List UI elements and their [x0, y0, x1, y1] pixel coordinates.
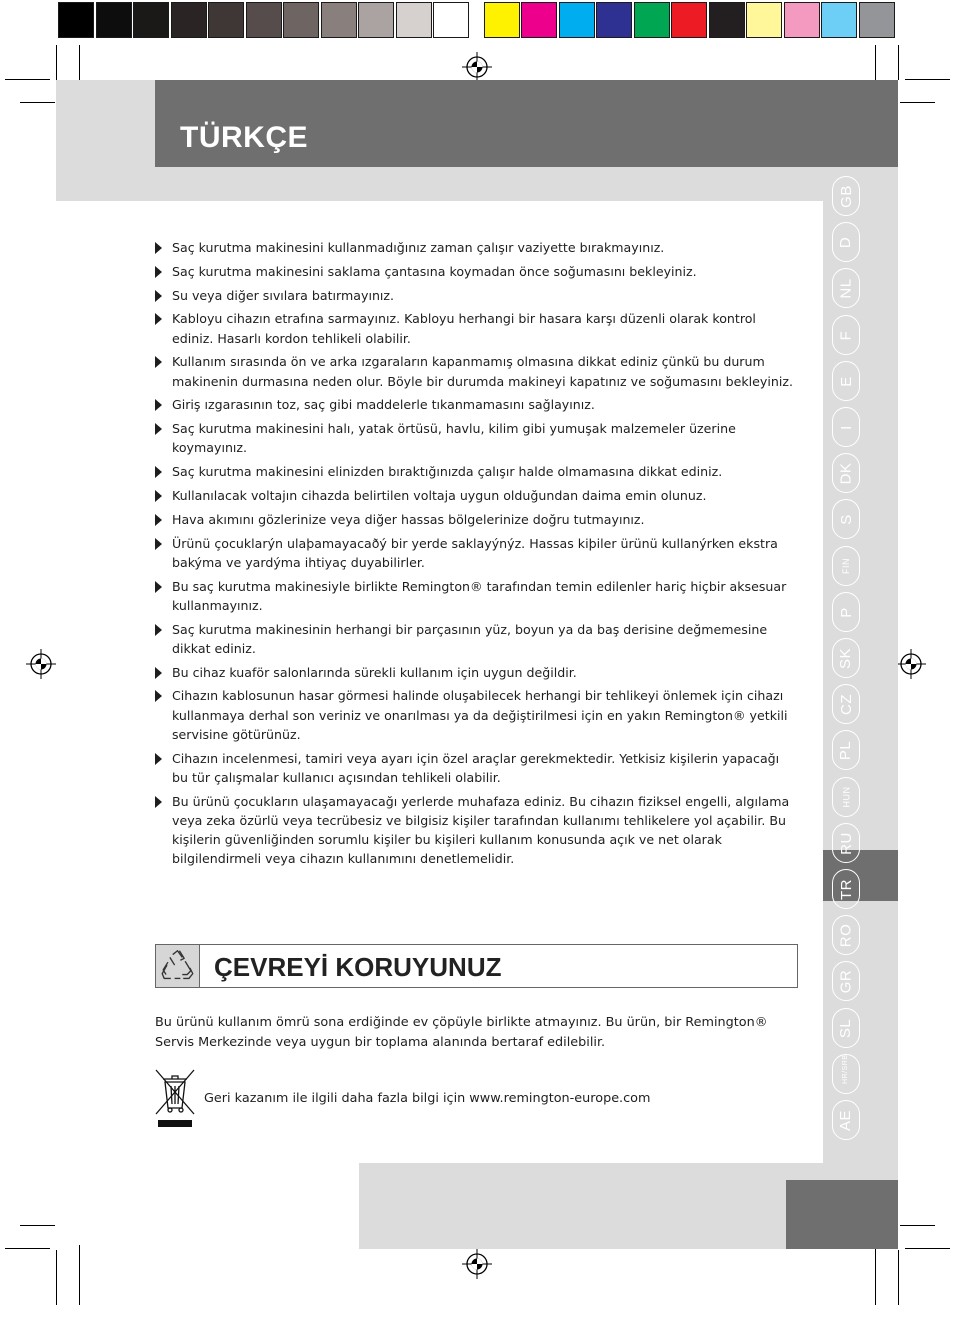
color-swatch [784, 2, 820, 38]
list-item-text: Kabloyu cihazın etrafına sarmayınız. Kabloyu herhangi bir hasara karşı düzenli olarak kontrol ediniz. Hasarlı kordon tehlikeli olabilir. [172, 311, 756, 346]
color-swatch [821, 2, 857, 38]
language-tab-ro[interactable] [832, 915, 860, 955]
list-item [155, 663, 795, 682]
registration-mark-icon [896, 649, 926, 679]
list-item-text: Saç kurutma makinesinin herhangi bir parçasının yüz, boyun ya da baş derisine değmemesine dikkat ediniz. [172, 621, 768, 656]
environment-title: ÇEVREYİ KORUYUNUZ [214, 952, 502, 982]
language-tab-gb[interactable] [832, 176, 860, 216]
gray-swatch [58, 2, 94, 38]
language-tab-label: CZ [837, 693, 855, 715]
gray-swatch [133, 2, 169, 38]
language-tab-sl[interactable] [832, 1008, 860, 1048]
list-item-text: Giriş ızgarasının toz, saç gibi maddelerle tıkanmamasını sağlayınız. [172, 397, 595, 413]
list-item [155, 792, 795, 869]
language-tab-label: D [837, 236, 855, 248]
language-tab-label: GR [837, 969, 855, 993]
list-item-text: Saç kurutma makinesini kullanmadığınız zaman çalışır vaziyette bırakmayınız. [172, 240, 665, 255]
list-item [155, 286, 795, 305]
list-item [155, 352, 795, 390]
recycling-info-text: Geri kazanım ile ilgili daha fazla bilgi için www.remington-europe.com [204, 1091, 651, 1106]
list-item [155, 238, 795, 257]
bullet-arrow-icon [155, 423, 162, 435]
list-item-text: Cihazın incelenmesi, tamiri veya ayarı için özel araçlar gerekmektedir. Yetkisiz kişilerin yapacağı bu tür çalışmalar kullanıcı açısından tehlikeli olabilir. [172, 750, 780, 785]
language-tab-i[interactable] [832, 407, 860, 447]
list-item-text: Saç kurutma makinesini halı, yatak örtüsü, havlu, kilim gibi yumuşak malzemeler üzerine koymayınız. [172, 421, 736, 456]
bullet-arrow-icon [155, 490, 162, 502]
gray-swatch [96, 2, 132, 38]
language-tab-label: P [837, 606, 855, 618]
language-tab-label: NL [837, 277, 855, 299]
list-item [155, 577, 795, 615]
page-number-tab [786, 1180, 898, 1249]
language-tab-pl[interactable] [832, 730, 860, 770]
list-item-text: Saç kurutma makinesini saklama çantasına koymadan önce soğumasını bekleyiniz. [172, 263, 697, 279]
bullet-arrow-icon [155, 356, 162, 368]
gray-swatch [358, 2, 394, 38]
list-item-text: Kullanım sırasında ön ve arka ızgaraların kapanmamış olmasına dikkat ediniz çünkü bu durum makinenin durmasına neden olur. Böyle bir durumda makineyi kapatınız ve soğumasını bekleyiniz. [172, 354, 793, 389]
color-swatch [671, 2, 707, 38]
language-tab-label: HUN [841, 786, 851, 808]
gray-swatch [171, 2, 207, 38]
color-swatch [521, 2, 557, 38]
language-tab-label: RU [837, 831, 855, 855]
language-tab-cz[interactable] [832, 684, 860, 724]
language-tab-dk[interactable] [832, 453, 860, 493]
gray-swatch [321, 2, 357, 38]
bullet-arrow-icon [155, 514, 162, 526]
list-item [155, 395, 795, 414]
language-tab-nl[interactable] [832, 268, 860, 308]
gray-swatch [283, 2, 319, 38]
color-swatch [596, 2, 632, 38]
language-tab-hr-srb[interactable] [832, 1054, 860, 1094]
list-item-text: Saç kurutma makinesini elinizden bıraktığınızda çalışır halde olmamasına dikkat ediniz. [172, 464, 723, 480]
environment-paragraph: Bu ürünü kullanım ömrü sona erdiğinde ev çöpüyle birlikte atmayınız. Bu ürün, bir Remington® Servis Merkezinde veya uygun bir toplama alanında bertaraf edilebilir. [155, 1015, 768, 1050]
gray-swatch-group [58, 2, 471, 38]
language-tab-gr[interactable] [832, 961, 860, 1001]
list-item-text: Ürünü çocuklarýn ulaþamayacaðý bir yerde saklayýnýz. Hassas kiþiler ürünü kullanýrken ekstra bakýma ve yardýma ihtiyaç duyabilirler. [172, 535, 778, 570]
gray-swatch [433, 2, 469, 38]
color-swatch [634, 2, 670, 38]
color-swatch [559, 2, 595, 38]
list-item-text: Hava akımını gözlerinize veya diğer hassas bölgelerinize doğru tutmayınız. [172, 511, 645, 527]
list-item [155, 686, 795, 744]
language-tab-ae[interactable] [832, 1100, 860, 1140]
bullet-arrow-icon [155, 538, 162, 550]
gray-swatch [396, 2, 432, 38]
bullet-arrow-icon [155, 466, 162, 478]
language-tab-p[interactable] [832, 592, 860, 632]
list-item-text: Cihazın kablosunun hasar görmesi halinde oluşabilecek herhangi bir tehlikeyi önlemek için cihazı kullanmaya derhal son veriniz ve onarılması ya da değiştirilmesi için en yakın Remington® yetkili servisine götürünüz. [172, 688, 788, 742]
list-item [155, 486, 795, 505]
bullet-arrow-icon [155, 667, 162, 679]
environment-icon-cell [155, 944, 200, 988]
list-item [155, 262, 795, 281]
bullet-arrow-icon [155, 690, 162, 702]
language-tab-label: HR/SRB [842, 1054, 849, 1084]
language-tab-label: GB [837, 184, 855, 208]
language-tab-fin[interactable] [832, 546, 860, 586]
language-tab-d[interactable] [832, 222, 860, 262]
registration-mark-icon [26, 649, 56, 679]
language-tab-label: TR [837, 878, 855, 900]
color-calibration-bar [58, 2, 896, 38]
registration-mark-icon [462, 1249, 492, 1279]
list-item [155, 309, 795, 347]
language-tab-label: E [837, 375, 855, 387]
list-item-text: Bu cihaz kuaför salonlarında sürekli kullanım için uygun değildir. [172, 664, 577, 680]
bullet-arrow-icon [155, 399, 162, 411]
safety-warning-list [155, 238, 795, 873]
page-title: TÜRKÇE [180, 121, 308, 154]
language-tab-ru[interactable] [832, 823, 860, 863]
recycle-icon [156, 945, 199, 987]
language-tab-label: RO [837, 923, 855, 947]
bullet-arrow-icon [155, 796, 162, 808]
bullet-arrow-icon [155, 753, 162, 765]
language-tab-label: SK [837, 647, 855, 669]
bullet-arrow-icon [155, 242, 162, 254]
color-swatch [746, 2, 782, 38]
language-tab-sk[interactable] [832, 638, 860, 678]
bullet-arrow-icon [155, 290, 162, 302]
list-item-text: Su veya diğer sıvılara batırmayınız. [172, 287, 395, 303]
language-tab-f[interactable] [832, 315, 860, 355]
list-item [155, 419, 795, 457]
color-swatch [709, 2, 745, 38]
list-item [155, 534, 795, 572]
color-swatch [859, 2, 895, 38]
list-item [155, 462, 795, 481]
language-tab-label: DK [837, 462, 855, 484]
list-item-text: Kullanılacak voltajın cihazda belirtilen voltaja uygun olduğundan daima emin olunuz. [172, 487, 707, 503]
language-tab-label: I [837, 424, 855, 430]
list-item [155, 510, 795, 529]
bullet-arrow-icon [155, 624, 162, 636]
color-swatch [484, 2, 520, 38]
list-item-text: Bu ürünü çocukların ulaşamayacağı yerlerde muhafaza ediniz. Bu cihazın fiziksel engelli, algılama veya zeka özürlü veya tecrübesiz ve bilgisiz kişiler tarafından kullanımı tehlikelere yol açabilir. Bu kişilerin güvenliğinden sorumlu kişiler bu kişileri kullanım konusunda açık ve net olarak bilgilendirmeli veya cihazın kullanımını denetlemelidir. [172, 793, 790, 867]
language-tab-label: FIN [841, 558, 851, 574]
bullet-arrow-icon [155, 313, 162, 325]
language-tab-label: PL [837, 740, 855, 760]
language-tab-label: AE [837, 1109, 855, 1131]
crossed-bin-icon [154, 1068, 196, 1130]
bullet-arrow-icon [155, 581, 162, 593]
language-tab-label: S [837, 513, 855, 525]
gray-swatch [246, 2, 282, 38]
language-tab-hun[interactable] [832, 777, 860, 817]
language-tab-e[interactable] [832, 361, 860, 401]
language-tab-label: F [837, 330, 855, 340]
registration-mark-icon [462, 52, 492, 82]
list-item-text: Bu saç kurutma makinesiyle birlikte Remington® tarafından temin edilenler hariç hiçbir aksesuar kullanmayınız. [172, 578, 787, 613]
language-tab-tr[interactable] [832, 869, 860, 909]
bullet-arrow-icon [155, 266, 162, 278]
language-tab-s[interactable] [832, 499, 860, 539]
color-swatch-group [484, 2, 897, 38]
language-tab-label: SL [837, 1018, 855, 1038]
list-item [155, 749, 795, 787]
gray-swatch [208, 2, 244, 38]
list-item [155, 620, 795, 658]
